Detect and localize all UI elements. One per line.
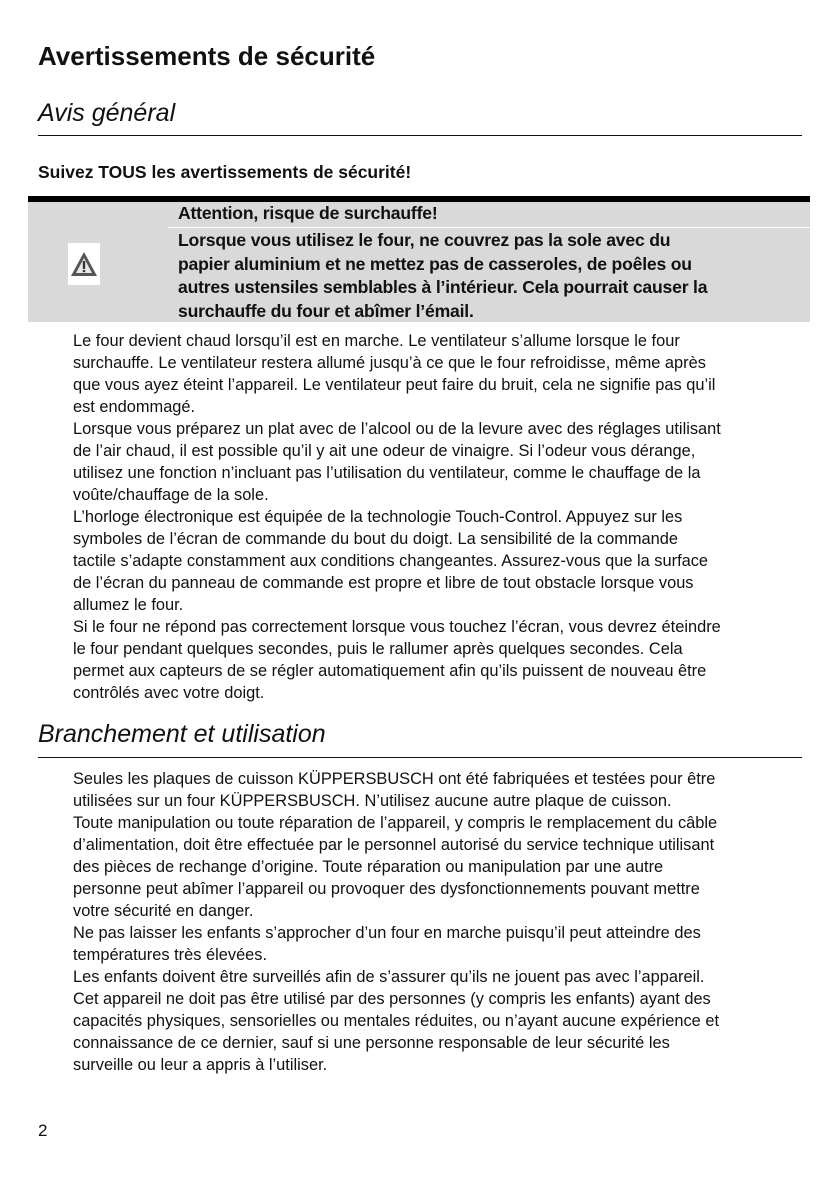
body-text-line: L’horloge électronique est équipée de la technologie Touch-Control. Appuyez sur les bbox=[73, 508, 683, 526]
body-text-line: Seules les plaques de cuisson KÜPPERSBUSCH ont été fabriquées et testées pour être bbox=[73, 770, 716, 788]
body-text-line: Si le four ne répond pas correctement lorsque vous touchez l’écran, vous devrez éteindre bbox=[73, 618, 721, 636]
body-text-line: tactile s’adapte constamment aux conditions changeantes. Assurez-vous que la surface bbox=[73, 552, 709, 570]
body-text-line: Le four devient chaud lorsqu’il est en marche. Le ventilateur s’allume lorsque le four bbox=[73, 332, 680, 350]
body-text-line: Cet appareil ne doit pas être utilisé par des personnes (y compris les enfants) ayant des bbox=[73, 990, 711, 1008]
body-text-line: contrôlés avec votre doigt. bbox=[73, 684, 265, 702]
body-text-line: allumez le four. bbox=[73, 596, 184, 614]
body-text-line: Toute manipulation ou toute réparation de l’appareil, y compris le remplacement du câble bbox=[73, 814, 718, 832]
body-text-line: connaissance de ce dernier, sauf si une personne responsable de leur sécurité les bbox=[73, 1034, 670, 1052]
warning-text-line: autres ustensiles semblables à l’intérieur. Cela pourrait causer la bbox=[178, 277, 708, 297]
warning-divider bbox=[168, 227, 810, 228]
section-divider bbox=[38, 135, 802, 136]
section-heading-general: Avis général bbox=[38, 99, 176, 127]
body-text-line: votre sécurité en danger. bbox=[73, 902, 254, 920]
body-text-line: utilisées sur un four KÜPPERSBUSCH. N’utilisez aucune autre plaque de cuisson. bbox=[73, 792, 672, 810]
body-text-line: symboles de l’écran de commande du bout du doigt. La sensibilité de la commande bbox=[73, 530, 678, 548]
body-text-line: capacités physiques, sensorielles ou mentales réduites, ou n’ayant aucune expérience et bbox=[73, 1012, 720, 1030]
body-text-line: le four pendant quelques secondes, puis le rallumer après quelques secondes. Cela bbox=[73, 640, 683, 658]
body-text-line: personne peut abîmer l’appareil ou provoquer des dysfonctionnements pouvant mettre bbox=[73, 880, 700, 898]
body-text-line: températures très élevées. bbox=[73, 946, 268, 964]
body-text-line: surchauffe. Le ventilateur restera allumé jusqu’à ce que le four refroidisse, même après bbox=[73, 354, 706, 372]
page-number: 2 bbox=[38, 1121, 48, 1140]
body-text-line: de l’air chaud, il est possible qu’il y ait une odeur de vinaigre. Si l’odeur vous dérange, bbox=[73, 442, 696, 460]
body-text-line: que vous ayez éteint l’appareil. Le ventilateur peut faire du bruit, cela ne signifie pas qu’il bbox=[73, 376, 716, 394]
body-text-line: Lorsque vous préparez un plat avec de l’alcool ou de la levure avec des réglages utilisant bbox=[73, 420, 721, 438]
page-title: Avertissements de sécurité bbox=[38, 41, 376, 71]
warning-text-line: papier aluminium et ne mettez pas de casseroles, de poêles ou bbox=[178, 253, 692, 274]
follow-all-warnings-text: Suivez TOUS les avertissements de sécurité! bbox=[38, 162, 412, 182]
body-text-line: des pièces de rechange d’origine. Toute réparation ou manipulation par une autre bbox=[73, 858, 664, 876]
warning-text-line: surchauffe du four et abîmer l’émail. bbox=[178, 300, 474, 321]
body-text-line: Les enfants doivent être surveillés afin de s’assurer qu’ils ne jouent pas avec l’appareil. bbox=[73, 968, 705, 986]
body-text-line: utilisez une fonction n’incluant pas l’utilisation du ventilateur, comme le chauffage de la bbox=[73, 464, 701, 482]
body-text-line: d’alimentation, doit être effectuée par le personnel autorisé du service technique utilisant bbox=[73, 836, 715, 854]
section-heading-connection-use: Branchement et utilisation bbox=[38, 720, 326, 748]
body-text-line: permet aux capteurs de se régler automatiquement afin qu’ils puissent de nouveau être bbox=[73, 662, 707, 680]
body-text-line: surveille ou leur a appris à l’utiliser. bbox=[73, 1056, 328, 1074]
body-text-line: voûte/chauffage de la sole. bbox=[73, 486, 269, 504]
connection-body-text bbox=[73, 768, 719, 1076]
body-text-line: de l’écran du panneau de commande est propre et libre de tout obstacle lorsque vous bbox=[73, 574, 694, 592]
warning-triangle-icon bbox=[68, 243, 100, 285]
body-text-line: Ne pas laisser les enfants s’approcher d’un four en marche puisqu’il peut atteindre des bbox=[73, 924, 701, 942]
warning-text-line: Lorsque vous utilisez le four, ne couvrez pas la sole avec du bbox=[178, 230, 671, 250]
section-divider bbox=[38, 757, 802, 758]
warning-title: Attention, risque de surchauffe! bbox=[178, 203, 438, 223]
general-body-text bbox=[73, 330, 721, 704]
body-text-line: est endommagé. bbox=[73, 398, 196, 416]
